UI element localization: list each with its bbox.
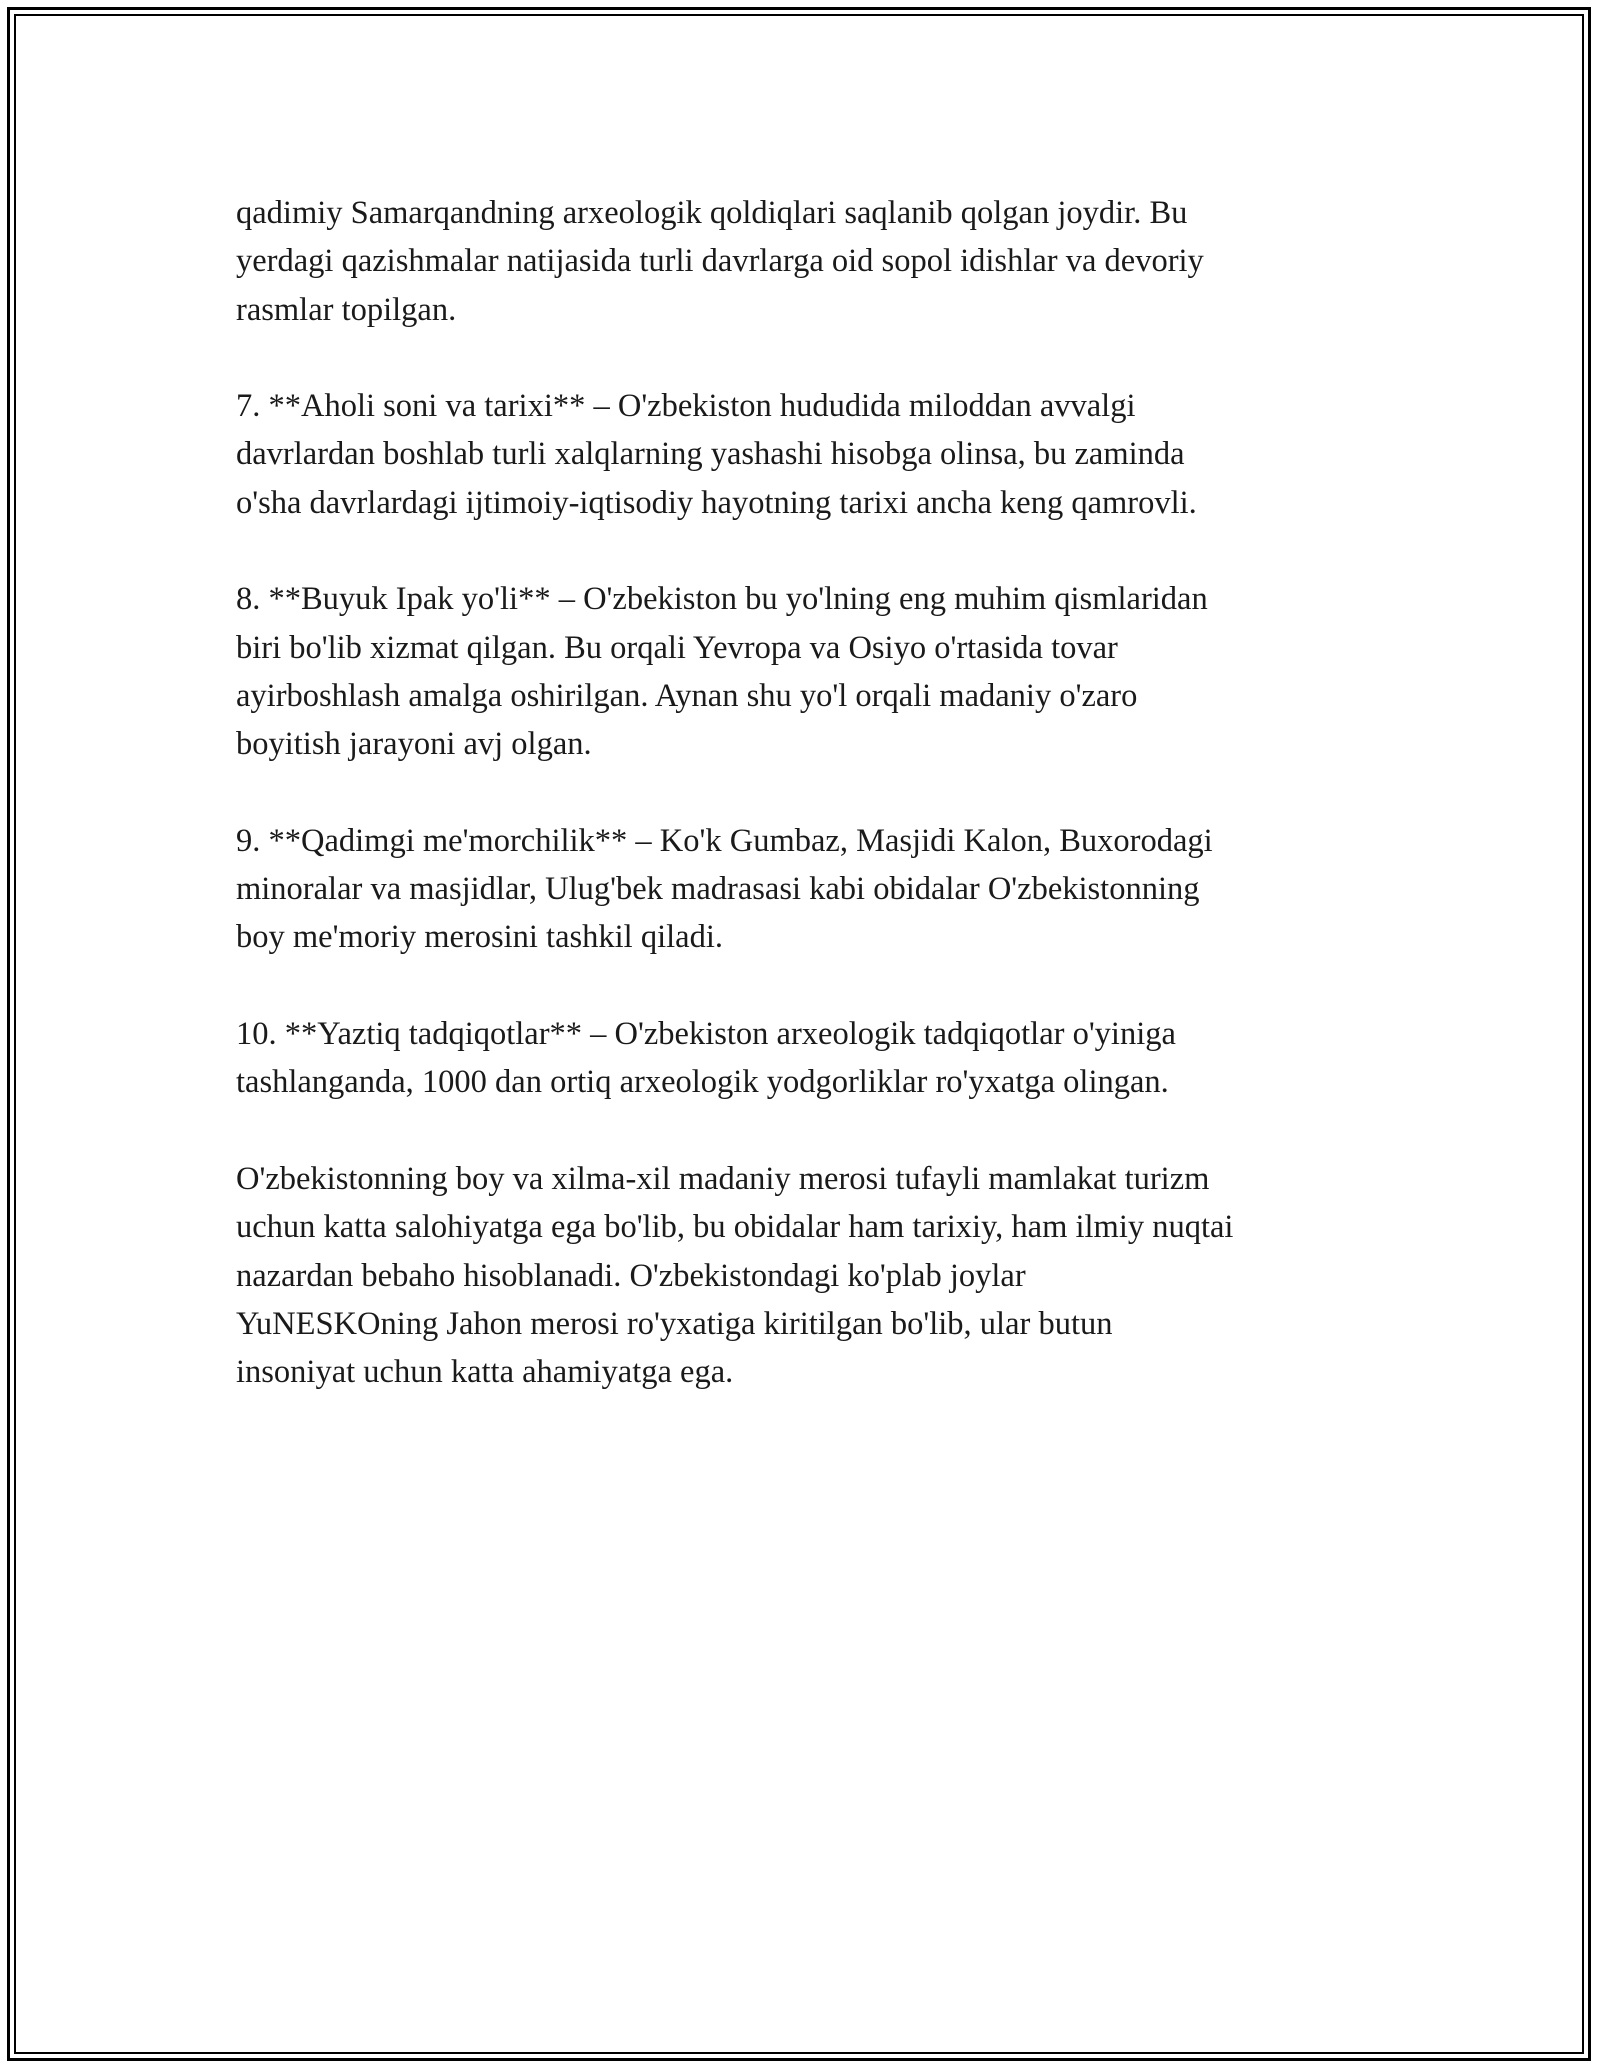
paragraph-8-silk-road: 8. **Buyuk Ipak yo'li** – O'zbekiston bu yo'lning eng muhim qismlaridan biri bo'lib xizmat qilgan. Bu orqali Yevropa va Osiyo o'rtasida tovar ayirboshlash amalga oshirilgan. Aynan shu yo'l orqali madaniy o'zaro boyitish jarayoni avj olgan. xyxy=(236,581,1208,763)
paragraph-samarqand-continuation: qadimiy Samarqandning arxeologik qoldiqlari saqlanib qolgan joydir. Bu yerdagi qazishmalar natijasida turli davrlarga oid sopol idishlar va devoriy rasmlar topilgan. xyxy=(236,195,1204,328)
paragraph-7-population-history: 7. **Aholi soni va tarixi** – O'zbekiston hududida miloddan avvalgi davrlardan boshlab turli xalqlarning yashashi hisobga olinsa, bu zaminda o'sha davrlardagi ijtimoiy-iqtisodiy hayotning tarixi ancha keng qamrovli. xyxy=(236,388,1197,521)
paragraph-10-research: 10. **Yaztiq tadqiqotlar** – O'zbekiston arxeologik tadqiqotlar o'yiniga tashlanganda, 1000 dan ortiq arxeologik yodgorliklar ro'yxatga olingan. xyxy=(236,1016,1176,1101)
paragraph-9-ancient-architecture: 9. **Qadimgi me'morchilik** – Ko'k Gumbaz, Masjidi Kalon, Buxorodagi minoralar va masjidlar, Ulug'bek madrasasi kabi obidalar O'zbekistonning boy me'moriy merosini tashkil qiladi. xyxy=(236,822,1213,956)
document-body xyxy=(236,189,1376,1445)
paragraph-conclusion: O'zbekistonning boy va xilma-xil madaniy merosi tufayli mamlakat turizm uchun katta salohiyatga ega bo'lib, bu obidalar ham tarixiy, ham ilmiy nuqtai nazardan bebaho hisoblanadi. O'zbekistondagi ko'plab joylar YuNESKOning Jahon merosi ro'yxatiga kiritilgan bo'lib, ular butun insoniyat uchun katta ahamiyatga ega. xyxy=(236,1160,1234,1391)
